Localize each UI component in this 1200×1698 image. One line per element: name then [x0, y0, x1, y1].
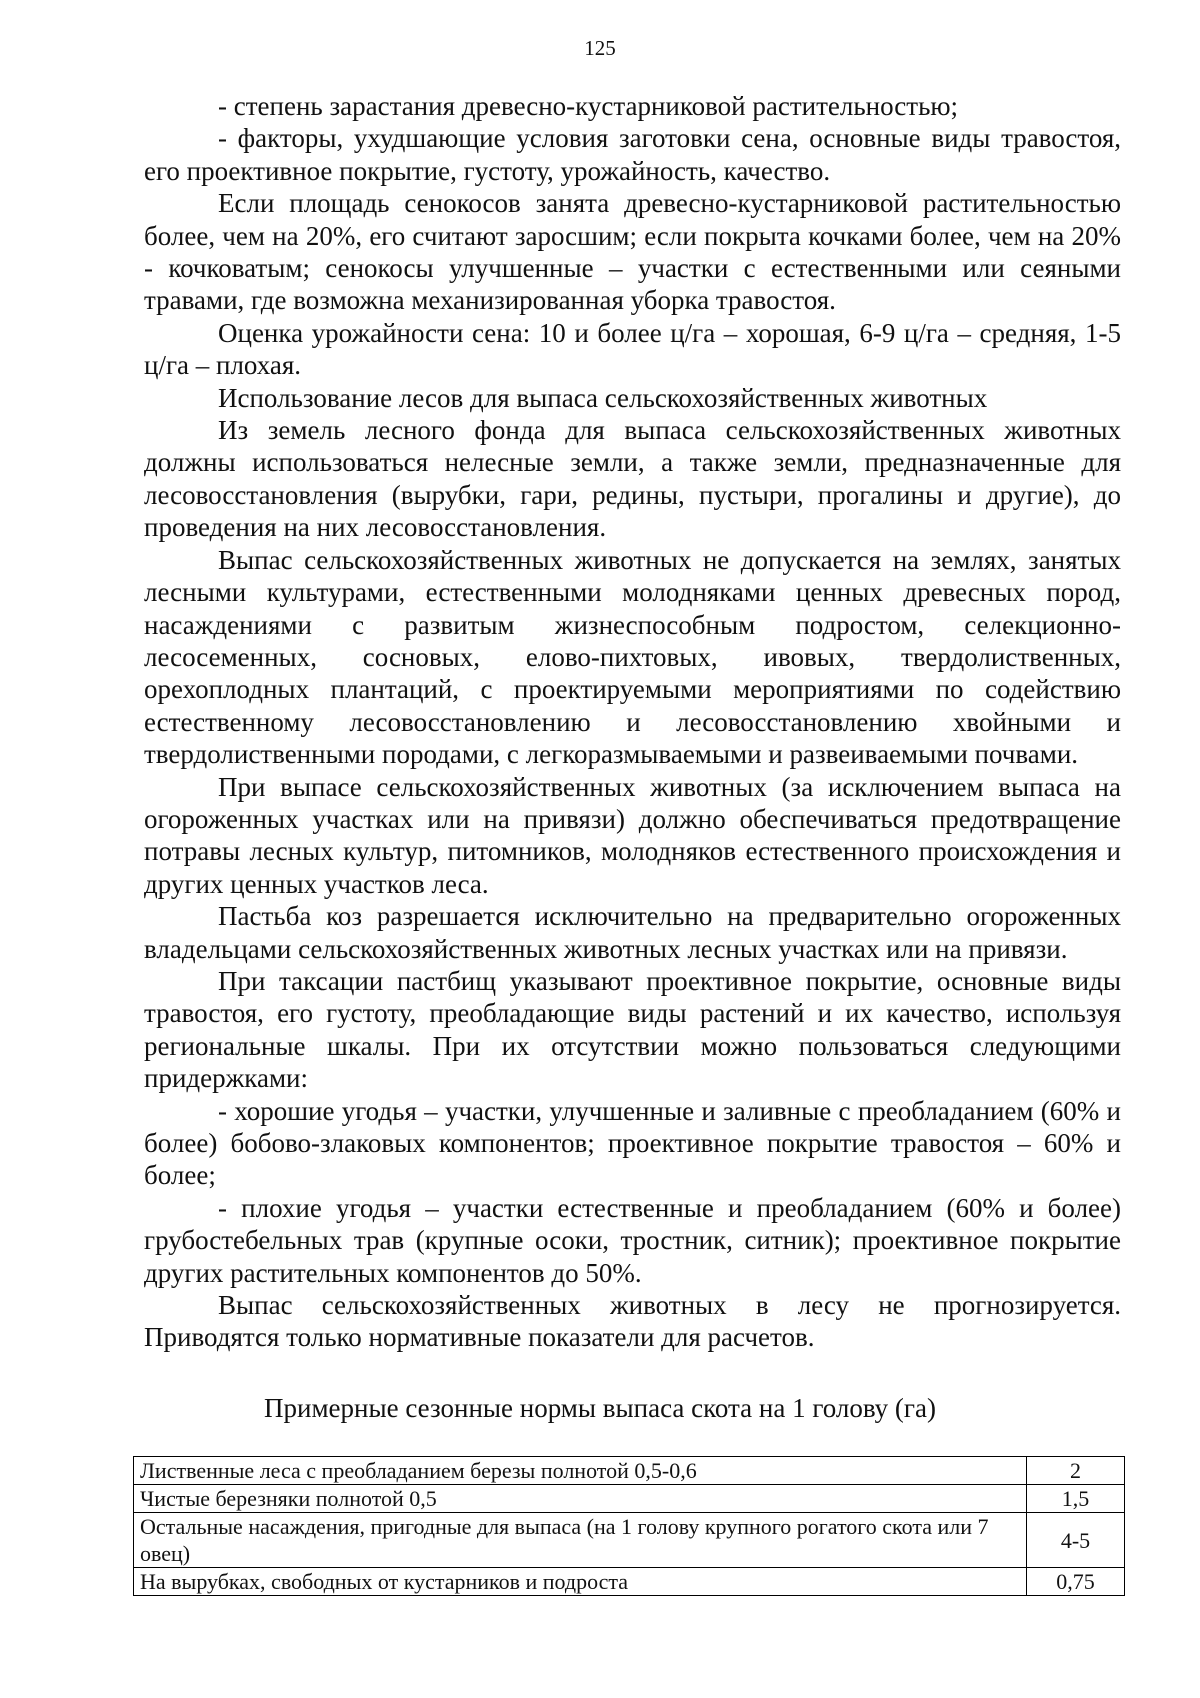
table-cell-name: Остальные насаждения, пригодные для выпаса (на 1 голову крупного рогатого скота или 7 овец) — [134, 1513, 1027, 1568]
paragraph: - плохие угодья – участки естественные и преобладанием (60% и более) грубостебельных трав (крупные осоки, тростник, ситник); проективное покрытие других растительных компонентов до 50%. — [144, 1192, 1121, 1288]
paragraph: - хорошие угодья – участки, улучшенные и заливные с преобладанием (60% и более) бобово-злаковых компонентов; проективное покрытие травостоя – 60% и более; — [144, 1095, 1121, 1191]
table-cell-value: 1,5 — [1027, 1485, 1125, 1513]
table-row — [134, 1513, 1125, 1568]
page-number: 125 — [584, 36, 616, 60]
paragraph: Оценка урожайности сена: 10 и более ц/га – хорошая, 6-9 ц/га – средняя, 1-5 ц/га – плохая. — [144, 317, 1121, 381]
table-cell-value: 0,75 — [1027, 1568, 1125, 1596]
paragraph: Из земель лесного фонда для выпаса сельскохозяйственных животных должны использоваться нелесные земли, а также земли, предназначенные для лесовосстановления (вырубки, гари, редины, пустыри, прогалины и другие), до проведения на них лесовосстановления. — [144, 415, 1121, 543]
paragraph: Пастьба коз разрешается исключительно на предварительно огороженных владельцами сельскохозяйственных животных лесных участках или на привязи. — [144, 901, 1121, 964]
paragraph: Выпас сельскохозяйственных животных не допускается на землях, занятых лесными культурами, естественными молодняками ценных древесных пород, насаждениями с развитым жизнеспособным подростом, селекционно-лесосеменных, сосновых, елово-пихтовых, ивовых, твердолиственных, орехоплодных плантаций, с проектируемыми мероприятиями по содействию естественному лесовосстановлению и лесовосстановлению хвойными и твердолиственными породами, с легкоразмываемыми и развеиваемыми почвами. — [144, 544, 1121, 770]
table-cell-value: 4-5 — [1027, 1513, 1125, 1568]
table-caption: Примерные сезонные нормы выпаса скота на 1 голову (га) — [264, 1393, 936, 1423]
table-cell-name: Лиственные леса с преобладанием березы полнотой 0,5-0,6 — [134, 1457, 1027, 1485]
table-row — [134, 1485, 1125, 1513]
paragraph: - факторы, ухудшающие условия заготовки сена, основные виды травостоя, его проективное покрытие, густоту, урожайность, качество. — [144, 123, 1121, 186]
grazing-norms-table — [133, 1456, 1125, 1596]
paragraph: Выпас сельскохозяйственных животных в лесу не прогнозируется. Приводятся только нормативные показатели для расчетов. — [144, 1290, 1121, 1353]
paragraph: - степень зарастания древесно-кустарниковой растительностью; — [218, 91, 959, 121]
table-cell-name: На вырубках, свободных от кустарников и подроста — [134, 1568, 1027, 1596]
section-heading: Использование лесов для выпаса сельскохозяйственных животных — [218, 382, 988, 413]
table-row — [134, 1457, 1125, 1485]
paragraph: При таксации пастбищ указывают проективное покрытие, основные виды травостоя, его густоту, преобладающие виды растений и их качество, используя региональные шкалы. При их отсутствии можно пользоваться следующими придержками: — [144, 965, 1121, 1094]
paragraph: Если площадь сенокосов занята древесно-кустарниковой растительностью более, чем на 20%, его считают заросшим; если покрыта кочками более, чем на 20% - кочковатым; сенокосы улучшенные – участки с естественными или сеяными травами, где возможна механизированная уборка травостоя. — [144, 188, 1121, 316]
table-row — [134, 1568, 1125, 1596]
body-text — [144, 90, 1121, 1354]
table-cell-name: Чистые березняки полнотой 0,5 — [134, 1485, 1027, 1513]
paragraph: При выпасе сельскохозяйственных животных (за исключением выпаса на огороженных участках или на привязи) должно обеспечиваться предотвращение потравы лесных культур, питомников, молодняков естественного происхождения и других ценных участков леса. — [144, 771, 1121, 899]
table-cell-value: 2 — [1027, 1457, 1125, 1485]
